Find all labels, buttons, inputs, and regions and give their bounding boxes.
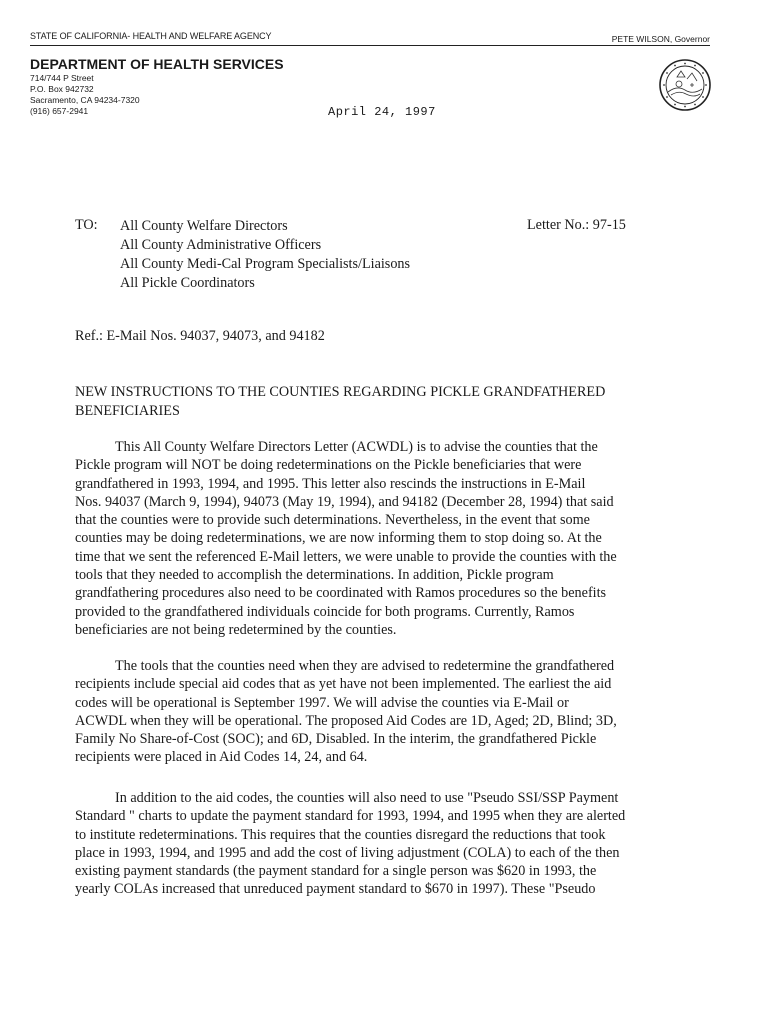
subject-line: BENEFICIARIES [75, 403, 180, 419]
body-paragraph-1 [75, 438, 695, 639]
paragraph-line: In addition to the aid codes, the counties will also need to use "Pseudo SSI/SSP Payment [115, 790, 619, 806]
address-line: P.O. Box 942732 [30, 84, 94, 94]
recipient: All County Administrative Officers [120, 237, 322, 253]
letterhead-top [30, 31, 710, 45]
reference-line: Ref.: E-Mail Nos. 94037, 94073, and 94182 [75, 328, 325, 344]
body-paragraph-3 [75, 789, 695, 899]
address-line: Sacramento, CA 94234-7320 [30, 95, 140, 105]
body-paragraph-2 [75, 657, 695, 767]
paragraph-line: recipients were placed in Aid Codes 14, 24, and 64. [75, 749, 368, 766]
recipient: All County Welfare Directors [120, 218, 288, 234]
paragraph-line: Nos. 94037 (March 9, 1994), 94073 (May 19, 1994), and 94182 (December 28, 1994) that said [75, 493, 614, 510]
governor-name: PETE WILSON, Governor [611, 34, 710, 44]
paragraph-line: to institute redeterminations. This requires that the counties disregard the reductions that took [75, 826, 606, 843]
paragraph-line: that the counties were to provide such determinations. Nevertheless, in the event that some [75, 512, 590, 529]
address-line: 714/744 P Street [30, 73, 94, 83]
paragraph-line: Standard " charts to update the payment standard for 1993, 1994, and 1995 when they are alerted [75, 808, 626, 825]
paragraph-line: The tools that the counties need when they are advised to redetermine the grandfathered [115, 658, 615, 674]
paragraph-line: Family No Share-of-Cost (SOC); and 6D, Disabled. In the interim, the grandfathered Pickle [75, 731, 597, 748]
paragraph-line: tools that they needed to accomplish the determinations. In addition, Pickle program [75, 567, 554, 584]
paragraph-line: place in 1993, 1994, and 1995 and add the cost of living adjustment (COLA) to each of the then [75, 844, 620, 861]
paragraph-line: existing payment standards (the payment standard for a single person was $620 in 1993, the [75, 863, 597, 880]
agency-line: STATE OF CALIFORNIA- HEALTH AND WELFARE AGENCY [30, 31, 272, 41]
paragraph-line: time that we sent the referenced E-Mail letters, we were unable to provide the counties with the [75, 548, 617, 565]
department-name: DEPARTMENT OF HEALTH SERVICES [30, 56, 284, 72]
paragraph-line: recipients include special aid codes that as yet have not been implemented. The earliest the aid [75, 676, 612, 693]
paragraph-line: beneficiaries are not being redetermined by the counties. [75, 621, 397, 638]
recipient: All County Medi-Cal Program Specialists/Liaisons [120, 256, 411, 272]
paragraph-line: This All County Welfare Directors Letter (ACWDL) is to advise the counties that the [115, 439, 598, 455]
paragraph-line: Pickle program will NOT be doing redeterminations on the Pickle beneficiaries that were [75, 457, 582, 474]
letter-date: April 24, 1997 [328, 105, 436, 119]
subject-heading [75, 383, 695, 421]
paragraph-line: ACWDL when they will be operational. The proposed Aid Codes are 1D, Aged; 2D, Blind; 3D, [75, 712, 617, 729]
to-label: TO: [75, 217, 98, 233]
letter-number: Letter No.: 97-15 [527, 217, 626, 233]
recipient-list [120, 217, 410, 293]
address-line: (916) 657-2941 [30, 106, 89, 116]
paragraph-line: grandfathered in 1993, 1994, and 1995. This letter also rescinds the instructions in E-Mail [75, 475, 586, 492]
paragraph-line: codes will be operational is September 1997. We will advise the counties via E-Mail or [75, 694, 569, 711]
department-address [30, 73, 140, 117]
letterhead-rule [30, 45, 710, 46]
state-seal-icon [659, 59, 711, 111]
subject-line: NEW INSTRUCTIONS TO THE COUNTIES REGARDING PICKLE GRANDFATHERED [75, 384, 606, 400]
paragraph-line: counties may be doing redeterminations, we are now informing them to stop doing so. At the [75, 530, 602, 547]
paragraph-line: grandfathering procedures also need to be coordinated with Ramos procedures so the benefits [75, 585, 607, 602]
paragraph-line: yearly COLAs increased that unreduced payment standard to $670 in 1997). These "Pseudo [75, 881, 596, 898]
paragraph-line: provided to the grandfathered individuals coincide for both programs. Currently, Ramos [75, 603, 575, 620]
recipient: All Pickle Coordinators [120, 275, 255, 291]
